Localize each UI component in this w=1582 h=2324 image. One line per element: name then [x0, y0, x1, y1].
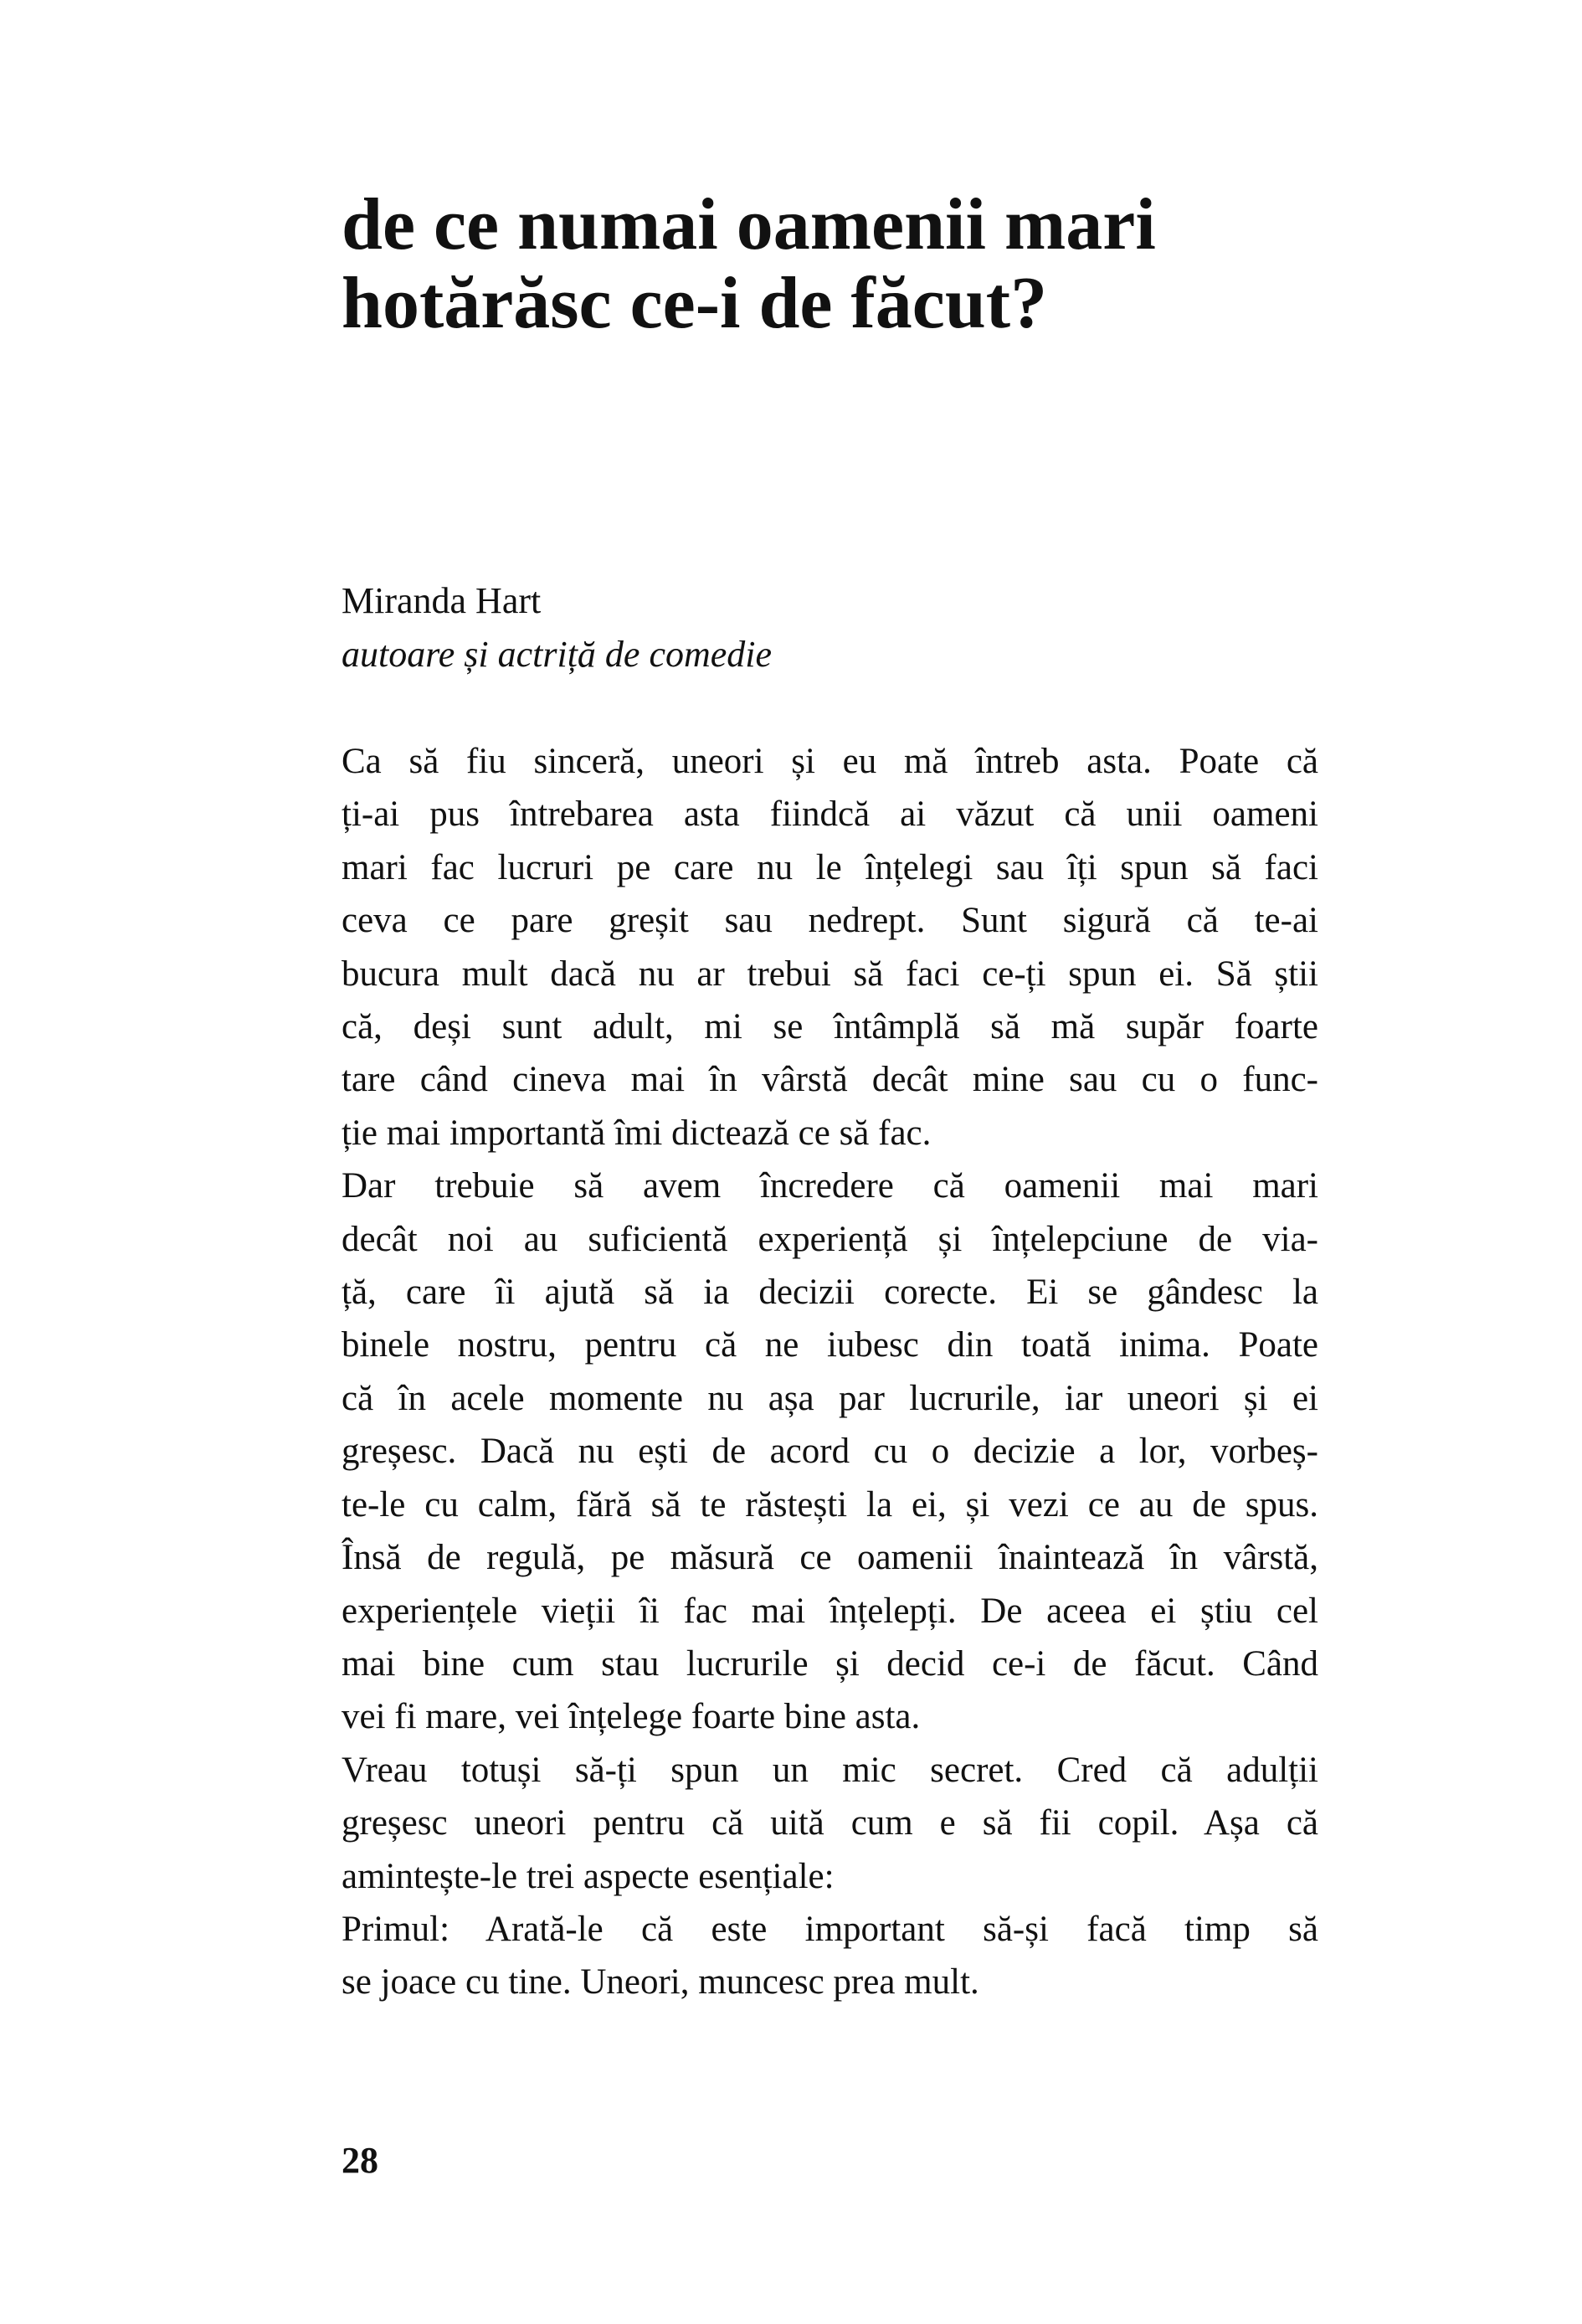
paragraph [342, 1159, 1318, 1743]
paragraph [342, 1744, 1318, 1903]
text-line: mai bine cum stau lucrurile și decid ce-i de făcut. Când [342, 1643, 1318, 1684]
text-line: amintește-le trei aspecte esențiale: [342, 1856, 835, 1896]
text-line: experiențele vieții îi fac mai înțelepți. De aceea ei știu cel [342, 1591, 1318, 1631]
chapter-title [342, 186, 1430, 343]
text-line: ți-ai pus întrebarea asta fiindcă ai văzut că unii oameni [342, 794, 1318, 835]
text-line: binele nostru, pentru că ne iubesc din toată inima. Poate [342, 1325, 1318, 1365]
text-line: te-le cu calm, fără să te răstești la ei, și vezi ce au de spus. [342, 1484, 1318, 1524]
text-line: ție mai importantă îmi dictează ce să fac. [342, 1113, 932, 1153]
text-line: Însă de regulă, pe măsură ce oamenii înaintează în vârstă, [342, 1538, 1318, 1578]
text-line: decât noi au suficientă experiență și înțelepciune de via- [342, 1219, 1318, 1259]
text-line: greșesc uneori pentru că uită cum e să fii copil. Așa că [342, 1803, 1318, 1843]
text-line: Ca să fiu sinceră, uneori și eu mă întreb asta. Poate că [342, 742, 1318, 781]
text-line: Dar trebuie să avem încredere că oamenii mai mari [342, 1166, 1318, 1206]
text-line: bucura mult dacă nu ar trebui să faci ce-ți spun ei. Să știi [342, 954, 1318, 994]
text-line: Vreau totuși să-ți spun un mic secret. Cred că adulții [342, 1750, 1318, 1790]
chapter-title-line: hotărăsc ce-i de făcut? [342, 263, 1048, 344]
author-role: autoare și actriță de comedie [342, 634, 773, 675]
author-block [342, 574, 772, 681]
text-line: mari fac lucruri pe care nu le înțelegi sau îți spun să faci [342, 847, 1318, 887]
author-name: Miranda Hart [342, 580, 542, 621]
text-line: tare când cineva mai în vârstă decât mine sau cu o func- [342, 1060, 1318, 1100]
text-line: Primul: Arată-le că este important să-și facă timp să [342, 1909, 1318, 1949]
text-line: vei fi mare, vei înțelege foarte bine asta. [342, 1697, 921, 1737]
paragraph [342, 735, 1318, 1159]
paragraph [342, 1903, 1318, 2009]
text-line: că în acele momente nu așa par lucrurile, iar uneori și ei [342, 1378, 1318, 1418]
chapter-title-line: de ce numai oamenii mari [342, 184, 1156, 265]
text-line: se joace cu tine. Uneori, muncesc prea mult. [342, 1962, 979, 2003]
text-line: greșesc. Dacă nu ești de acord cu o decizie a lor, vorbeș- [342, 1432, 1318, 1472]
body-text [342, 735, 1318, 2009]
text-line: că, deși sunt adult, mi se întâmplă să mă supăr foarte [342, 1007, 1318, 1047]
text-line: ceva ce pare greșit sau nedrept. Sunt sigură că te-ai [342, 901, 1318, 941]
text-line: ță, care îi ajută să ia decizii corecte. Ei se gândesc la [342, 1273, 1318, 1313]
page-number: 28 [342, 2140, 378, 2181]
